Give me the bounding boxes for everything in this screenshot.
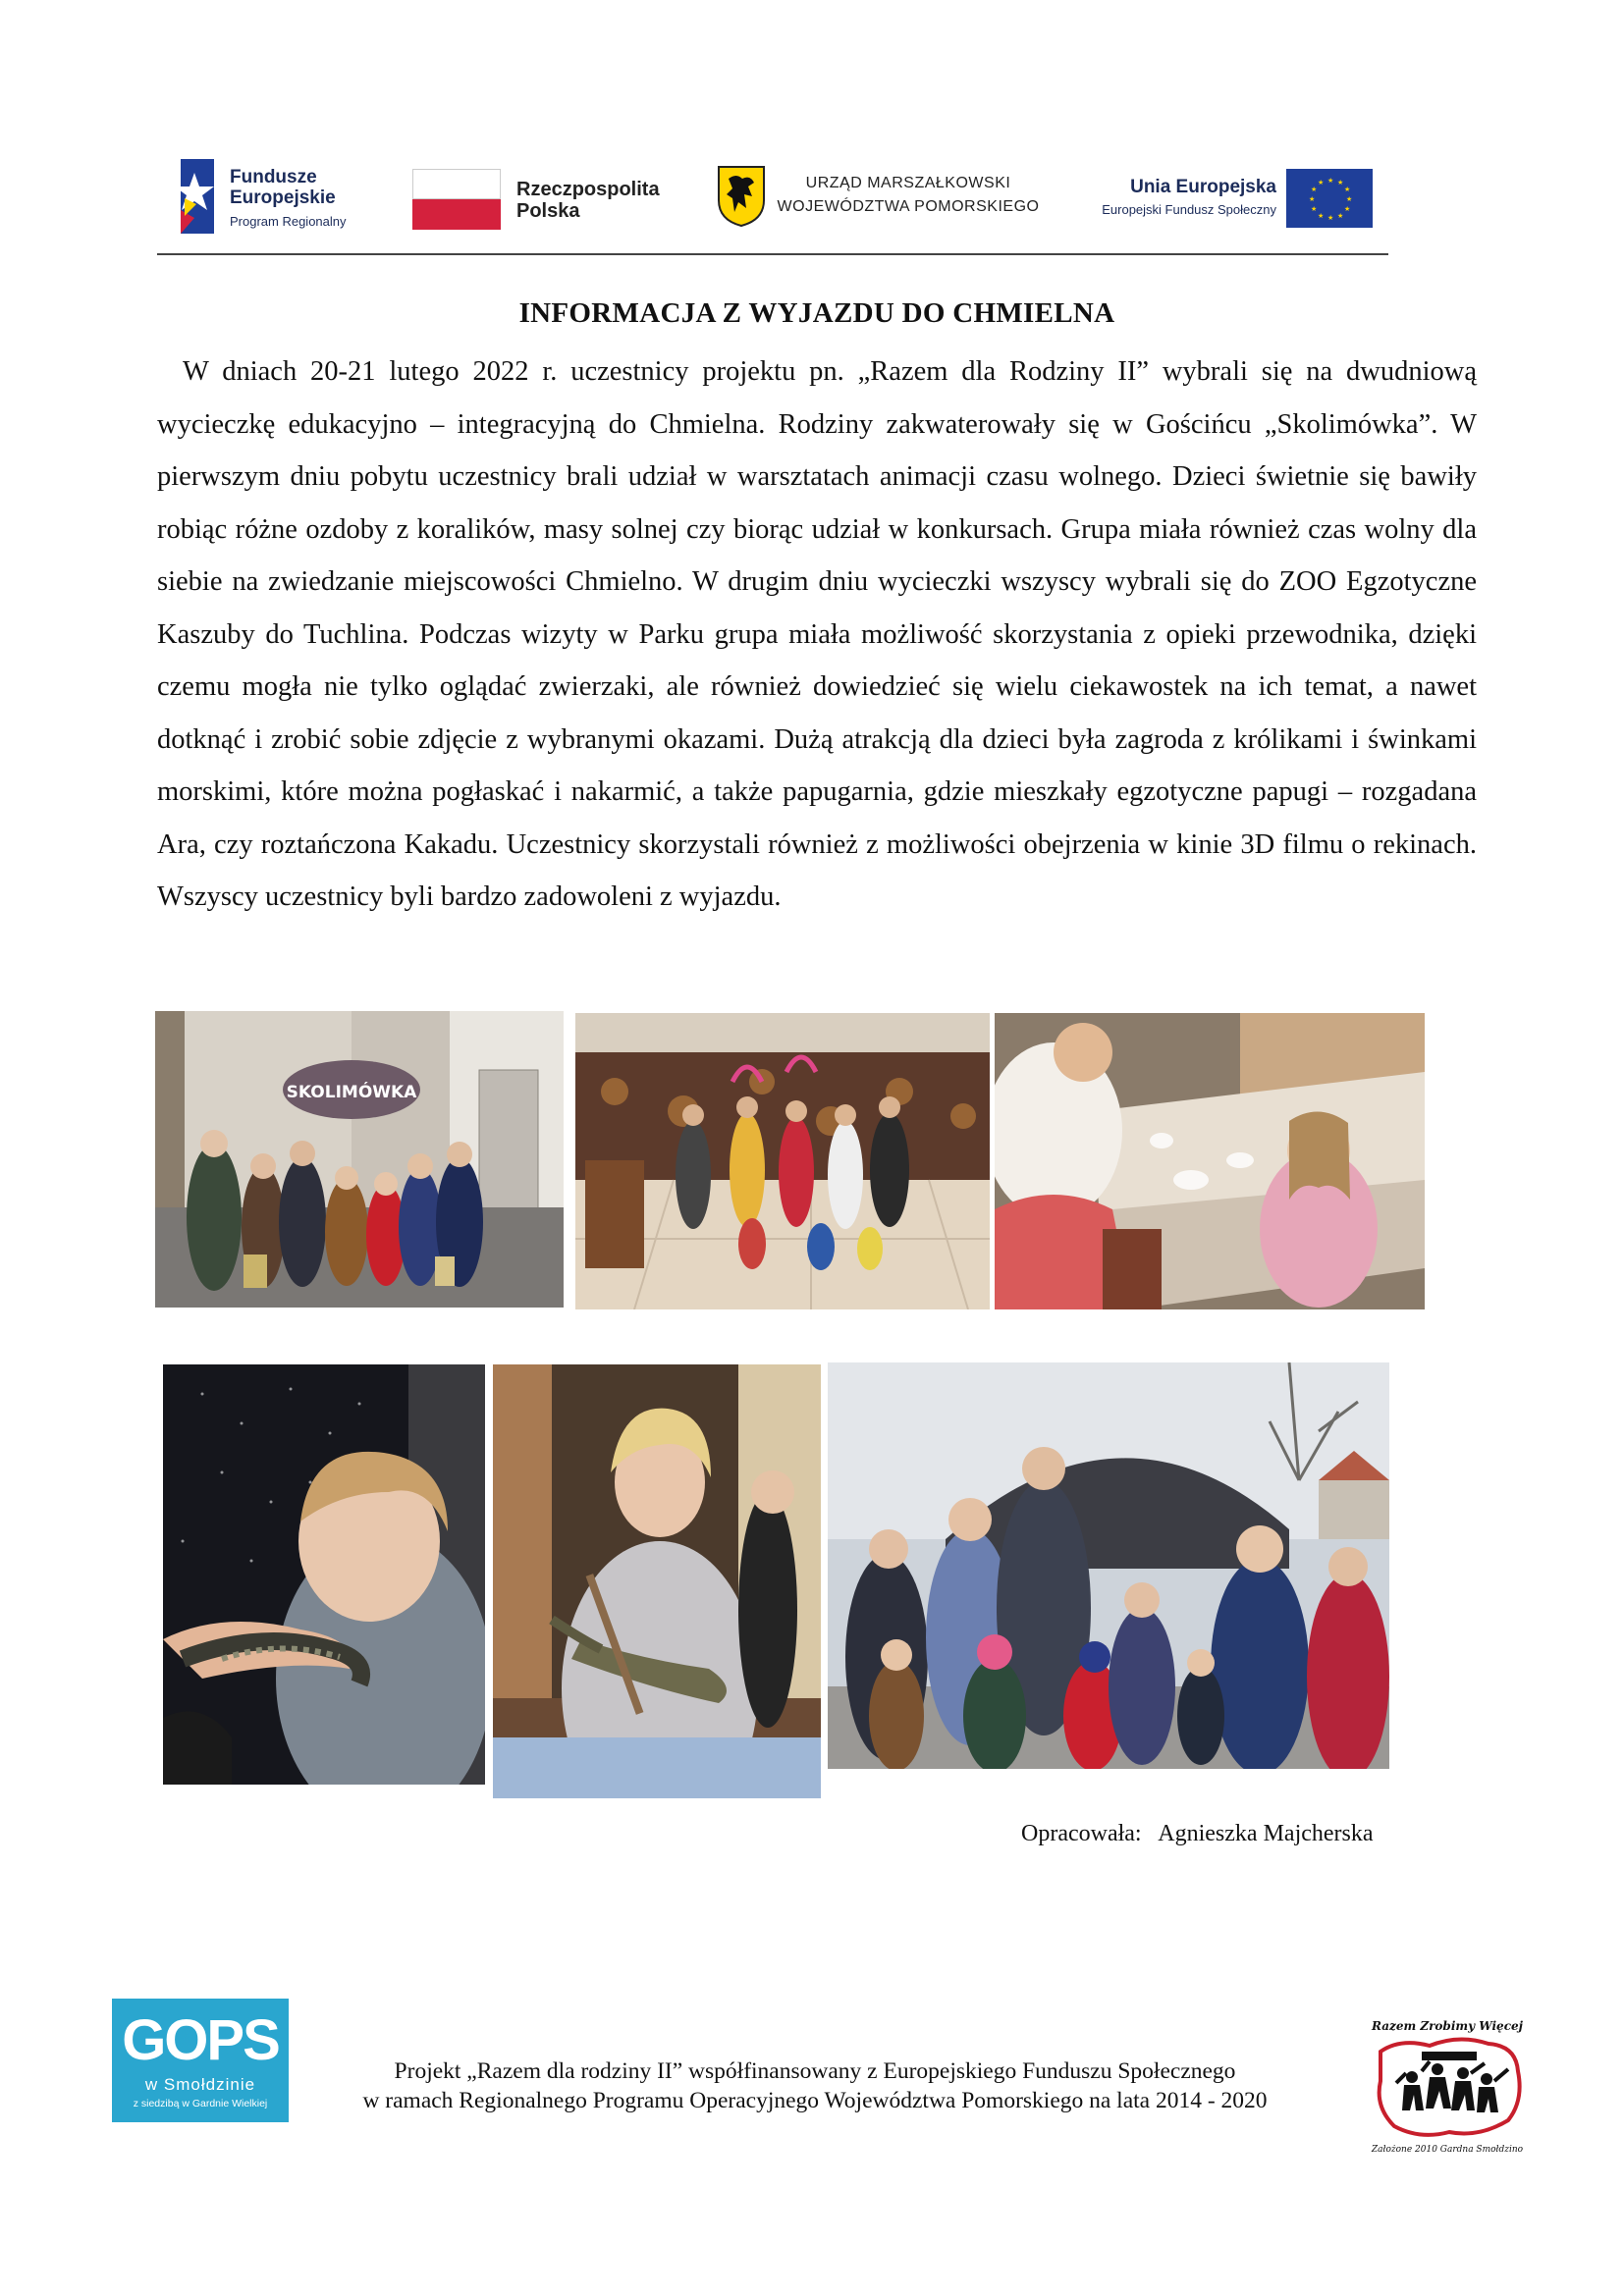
rzeczpospolita-polska-logo bbox=[412, 169, 668, 230]
rp-logo-line1: Rzeczpospolita bbox=[516, 179, 660, 200]
stamp-top-text: Razem Zrobimy Więcej bbox=[1372, 2019, 1523, 2033]
fundusze-europejskie-logo bbox=[175, 155, 381, 238]
photo-woman-with-iguana bbox=[493, 1364, 821, 1798]
ue-logo-title: Unia Europejska bbox=[1130, 177, 1276, 197]
griffin-crest-icon bbox=[717, 165, 766, 228]
gops-logo-note: z siedzibą w Gardnie Wielkiej bbox=[133, 2098, 268, 2109]
rp-logo-line2: Polska bbox=[516, 200, 580, 222]
svg-text:★: ★ bbox=[1337, 179, 1344, 187]
svg-text:★: ★ bbox=[1327, 177, 1334, 185]
gops-logo-town: w Smołdzinie bbox=[144, 2075, 256, 2094]
urzad-marszalkowski-logo bbox=[717, 165, 1041, 230]
footer-line-2: w ramach Regionalnego Programu Operacyjnego Województwa Pomorskiego na lata 2014 - 2020 bbox=[362, 2088, 1268, 2113]
photo-children-crafts bbox=[995, 1013, 1425, 1309]
skolimowka-sign: SKOLIMÓWKA bbox=[286, 1083, 417, 1102]
svg-text:★: ★ bbox=[1311, 186, 1318, 193]
polish-flag-icon bbox=[412, 169, 501, 230]
ue-logo-sub: Europejski Fundusz Społeczny bbox=[1102, 202, 1276, 217]
document-body: W dniach 20-21 lutego 2022 r. uczestnicy projektu pn. „Razem dla Rodziny II” wybrali się na dwudniową wycieczkę edukacyjno – integracyjną do Chmielna. Rodziny zakwaterowały się w Gościńcu „Skolimówka”. W pierwszym dniu pobytu uczestnicy brali udział w warsztatach animacji czasu wolnego. Dzieci świetnie się bawiły robiąc różne ozdoby z koralików, masy solnej czy biorąc udział w konkursach. Grupa miała również czas wolny dla siebie na zwiedzanie miejscowości Chmielno. W drugim dniu wycieczki wszyscy wybrali się do ZOO Egzotyczne Kaszuby do Tuchlina. Podczas wizyty w Parku grupa miała możliwość skorzystania z opieki przewodnika, dzięki czemu mogła nie tylko oglądać zwierzaki, ale również dowiedzieć się wielu ciekawostek na ich temat, a nawet dotknąć i zrobić sobie zdjęcie z wybranymi okazami. Dużą atrakcją dla dzieci była zagroda z królikami i świnkami morskimi, które można pogłaskać i nakarmić, a także papugarnia, gdzie mieszkały egzotyczne papugi – rozgadana Ara, czy roztańczona Kakadu. Uczestnicy skorzystali również z możliwości obejrzenia w kinie 3D filmu o rekinach. Wszyscy uczestnicy byli bardzo zadowoleni z wyjazdu. bbox=[157, 356, 1477, 912]
photo-group-at-zoo bbox=[828, 1362, 1389, 1769]
gops-logo bbox=[112, 1999, 289, 2122]
svg-text:★: ★ bbox=[1337, 212, 1344, 220]
svg-text:★: ★ bbox=[1344, 186, 1351, 193]
svg-text:★: ★ bbox=[1327, 214, 1334, 222]
footer-line-1: Projekt „Razem dla rodziny II” współfinansowany z Europejskiego Funduszu Społecznego bbox=[394, 2058, 1236, 2084]
svg-text:★: ★ bbox=[1344, 205, 1351, 213]
svg-text:★: ★ bbox=[1346, 195, 1353, 203]
stowarzyszenie-stamp-logo bbox=[1361, 2012, 1534, 2160]
fe-logo-line2: Europejskie bbox=[230, 187, 336, 208]
svg-text:★: ★ bbox=[1318, 212, 1325, 220]
svg-text:★: ★ bbox=[1318, 179, 1325, 187]
photo-group-at-skolimowka bbox=[155, 1011, 564, 1308]
signature: Opracowała: Agnieszka Majcherska bbox=[1021, 1821, 1374, 1846]
header-divider bbox=[157, 253, 1388, 255]
svg-text:★: ★ bbox=[1309, 195, 1316, 203]
photo-animation-workshop bbox=[575, 1013, 990, 1309]
svg-text:★: ★ bbox=[1311, 205, 1318, 213]
unia-europejska-logo bbox=[1080, 169, 1375, 230]
gops-logo-text: GOPS bbox=[122, 2008, 279, 2072]
eu-flag-icon bbox=[1286, 169, 1373, 228]
um-logo-line2: WOJEWÓDZTWA POMORSKIEGO bbox=[777, 198, 1040, 215]
footer-project-info bbox=[295, 2056, 1335, 2115]
fe-logo-line1: Fundusze bbox=[230, 167, 317, 187]
document-title: INFORMACJA Z WYJAZDU DO CHMIELNA bbox=[518, 297, 1115, 329]
fe-logo-sub: Program Regionalny bbox=[230, 214, 347, 229]
fe-star-icon bbox=[175, 159, 218, 234]
um-logo-line1: URZĄD MARSZAŁKOWSKI bbox=[805, 175, 1011, 191]
stamp-bottom-text: Założone 2010 Gardna Smołdzino bbox=[1371, 2145, 1524, 2155]
photo-child-with-lizard bbox=[163, 1364, 485, 1785]
